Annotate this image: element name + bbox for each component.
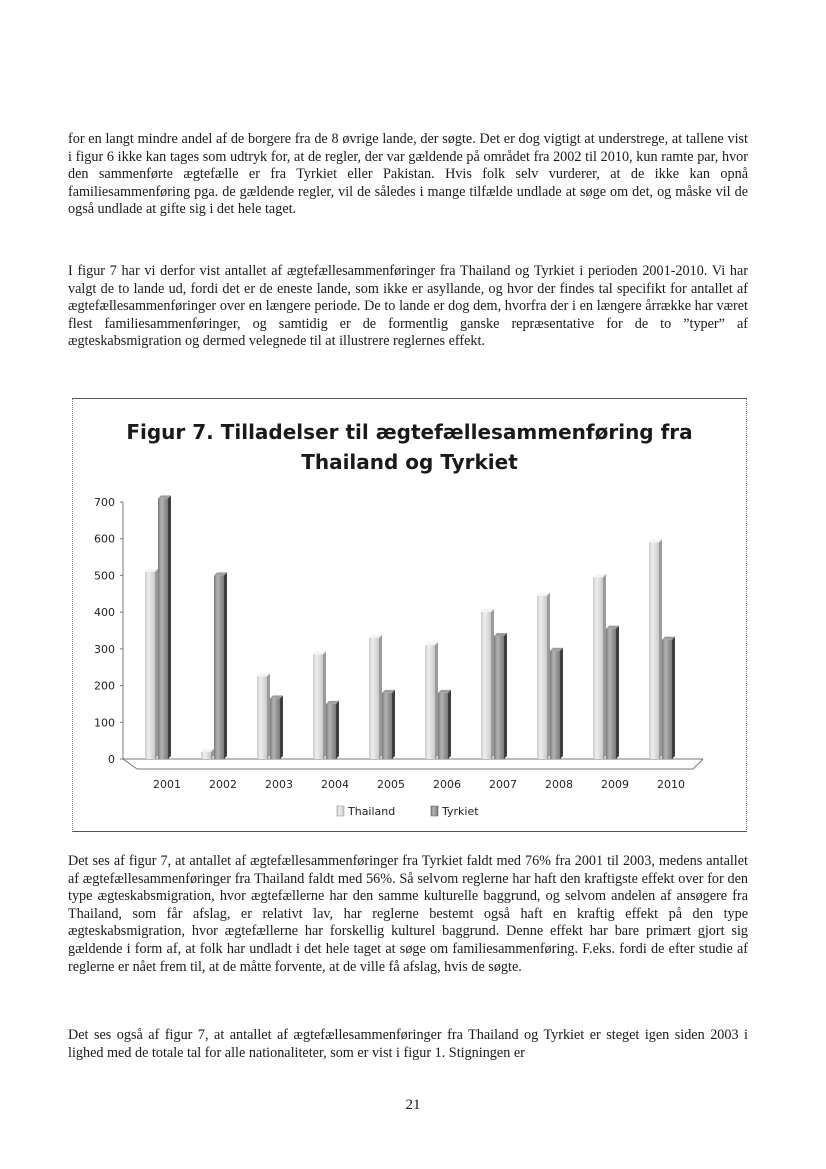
bar-thailand-2003 (257, 676, 267, 759)
x-tick-label-2006: 2006 (433, 778, 461, 791)
bar-tyrkiet-2008-side (560, 648, 563, 759)
legend-swatch-tyrkiet (431, 806, 438, 816)
bar-tyrkiet-2007 (494, 636, 504, 759)
bar-thailand-2009 (593, 577, 603, 759)
bar-thailand-2005-side (379, 635, 382, 759)
bar-tyrkiet-2002-side (224, 572, 227, 759)
paragraph-2: I figur 7 har vi derfor vist antallet af ægtefællesammenføringer fra Thailand og Tyrkiet i perioden 2001-2010. Vi har valgt de to lande ud, fordi det er de eneste lande, som ikke er asyllande, og hvor der findes tal specifikt for antallet af ægtefællesammenføringer over en længere periode. De to lande er dog dem, hvorfra der i en længere årrække har været flest familiesammenføringer, og samtidig er de formentlig ganske repræsentative for de to ”typer” af ægteskabsmigration og dermed velegnede til at illustrere reglernes effekt. (68, 263, 748, 350)
bar-tyrkiet-2005-side (392, 690, 395, 759)
floor-edge-right (693, 759, 703, 769)
paragraph-3: Det ses af figur 7, at antallet af ægtefællesammenføringer fra Tyrkiet faldt med 76% fra 2001 til 2003, medens antallet af ægtefællesammenføringer fra Thailand faldt med 56%. Så selvom reglerne har haft den kraftigste effekt over for den type ægteskabsmigration, hvor ægtefællerne har den samme kulturelle baggrund, og selvom andelen af ansøgere fra Thailand, som får afslag, er relativt lav, har reglerne bestemt også haft en kraftig effekt på den type ægteskabsmigration, hvor ægtefællerne har forskellig kulturel baggrund. Denne effekt har bare primært gjort sig gældende i form af, at folk har undladt i det hele taget at søge om familiesammenføring. F.eks. fordi de efter studie af reglerne er nået frem til, at de måtte forvente, at de ville få afslag, hvis de søgte. (68, 853, 748, 975)
bar-thailand-2008 (537, 596, 547, 759)
bar-thailand-2004-side (323, 651, 326, 759)
x-tick-label-2001: 2001 (153, 778, 181, 791)
bar-thailand-2004 (313, 654, 323, 759)
bar-tyrkiet-2003 (270, 698, 280, 759)
bar-tyrkiet-2009 (606, 629, 616, 759)
bar-tyrkiet-2003-side (280, 695, 283, 759)
page-number: 21 (405, 1097, 421, 1113)
legend-label-thailand: Thailand (348, 805, 396, 818)
bar-thailand-2010-side (659, 539, 662, 759)
y-tick-label: 300 (94, 642, 115, 656)
x-tick-label-2008: 2008 (545, 778, 573, 791)
bar-thailand-2009-side (603, 574, 606, 759)
bar-chart (73, 399, 748, 833)
chart-title-line-2: Thailand og Tyrkiet (301, 450, 518, 474)
y-tick-label: 400 (94, 606, 115, 620)
x-tick-label-2003: 2003 (265, 778, 293, 791)
bar-tyrkiet-2006-side (448, 690, 451, 759)
paragraph-4: Det ses også af figur 7, at antallet af ægtefællesammenføringer fra Thailand og Tyrkiet er steget igen siden 2003 i lighed med de totale tal for alle nationaliteter, som er vist i figur 1. Stigningen er (68, 1027, 748, 1061)
legend-label-tyrkiet: Tyrkiet (442, 805, 479, 818)
y-tick-label: 100 (94, 716, 115, 730)
bar-tyrkiet-2006 (438, 693, 448, 759)
bar-tyrkiet-2005 (382, 693, 392, 759)
x-tick-label-2004: 2004 (321, 778, 349, 791)
bar-thailand-2010 (649, 542, 659, 759)
bar-thailand-2006 (425, 645, 435, 759)
x-tick-label-2007: 2007 (489, 778, 517, 791)
y-tick-label: 0 (108, 753, 115, 766)
bar-thailand-2001 (145, 572, 155, 759)
y-tick-label: 600 (94, 532, 115, 546)
bar-tyrkiet-2001 (158, 498, 168, 759)
bar-tyrkiet-2007-side (504, 633, 507, 759)
x-tick-label-2010: 2010 (657, 778, 685, 791)
y-tick-label: 500 (94, 569, 115, 583)
bar-thailand-2003-side (267, 673, 270, 759)
bar-thailand-2001-side (155, 569, 158, 759)
bar-thailand-2008-side (547, 593, 550, 759)
bar-tyrkiet-2010-side (672, 637, 675, 759)
chart-title-line-1: Figur 7. Tilladelser til ægtefællesammenføring fra (126, 420, 693, 444)
y-tick-label: 700 (94, 496, 115, 509)
bar-thailand-2006-side (435, 642, 438, 759)
bar-thailand-2002 (201, 752, 211, 759)
x-tick-label-2009: 2009 (601, 778, 629, 791)
floor-edge-left (123, 759, 137, 769)
bar-tyrkiet-2009-side (616, 626, 619, 759)
legend-swatch-thailand (337, 806, 344, 816)
bar-tyrkiet-2004-side (336, 701, 339, 759)
y-tick-label: 200 (94, 679, 115, 693)
bar-tyrkiet-2008 (550, 651, 560, 759)
bar-thailand-2007-side (491, 609, 494, 759)
paragraph-1: for en langt mindre andel af de borgere fra de 8 øvrige lande, der søgte. Det er dog vigtigt at understrege, at tallene vist i figur 6 ikke kan tages som udtryk for, at de regler, der var gældende på området fra 2002 til 2010, kun ramte par, hvor den sammenførte ægtefælle er fra Tyrkiet eller Pakistan. Hvis folk selv vurderer, at de ikke kan opnå familiesammenføring pga. de gældende regler, vil de således i mange tilfælde undlade at søge om det, og måske vil de også undlade at gifte sig i det hele taget. (68, 131, 748, 218)
bar-thailand-2005 (369, 638, 379, 759)
x-tick-label-2005: 2005 (377, 778, 405, 791)
bar-tyrkiet-2002 (214, 575, 224, 759)
bar-tyrkiet-2004 (326, 704, 336, 759)
bar-tyrkiet-2010 (662, 640, 672, 759)
bar-tyrkiet-2001-side (168, 495, 171, 759)
x-tick-label-2002: 2002 (209, 778, 237, 791)
bar-thailand-2007 (481, 612, 491, 759)
figure-7 (72, 398, 747, 832)
